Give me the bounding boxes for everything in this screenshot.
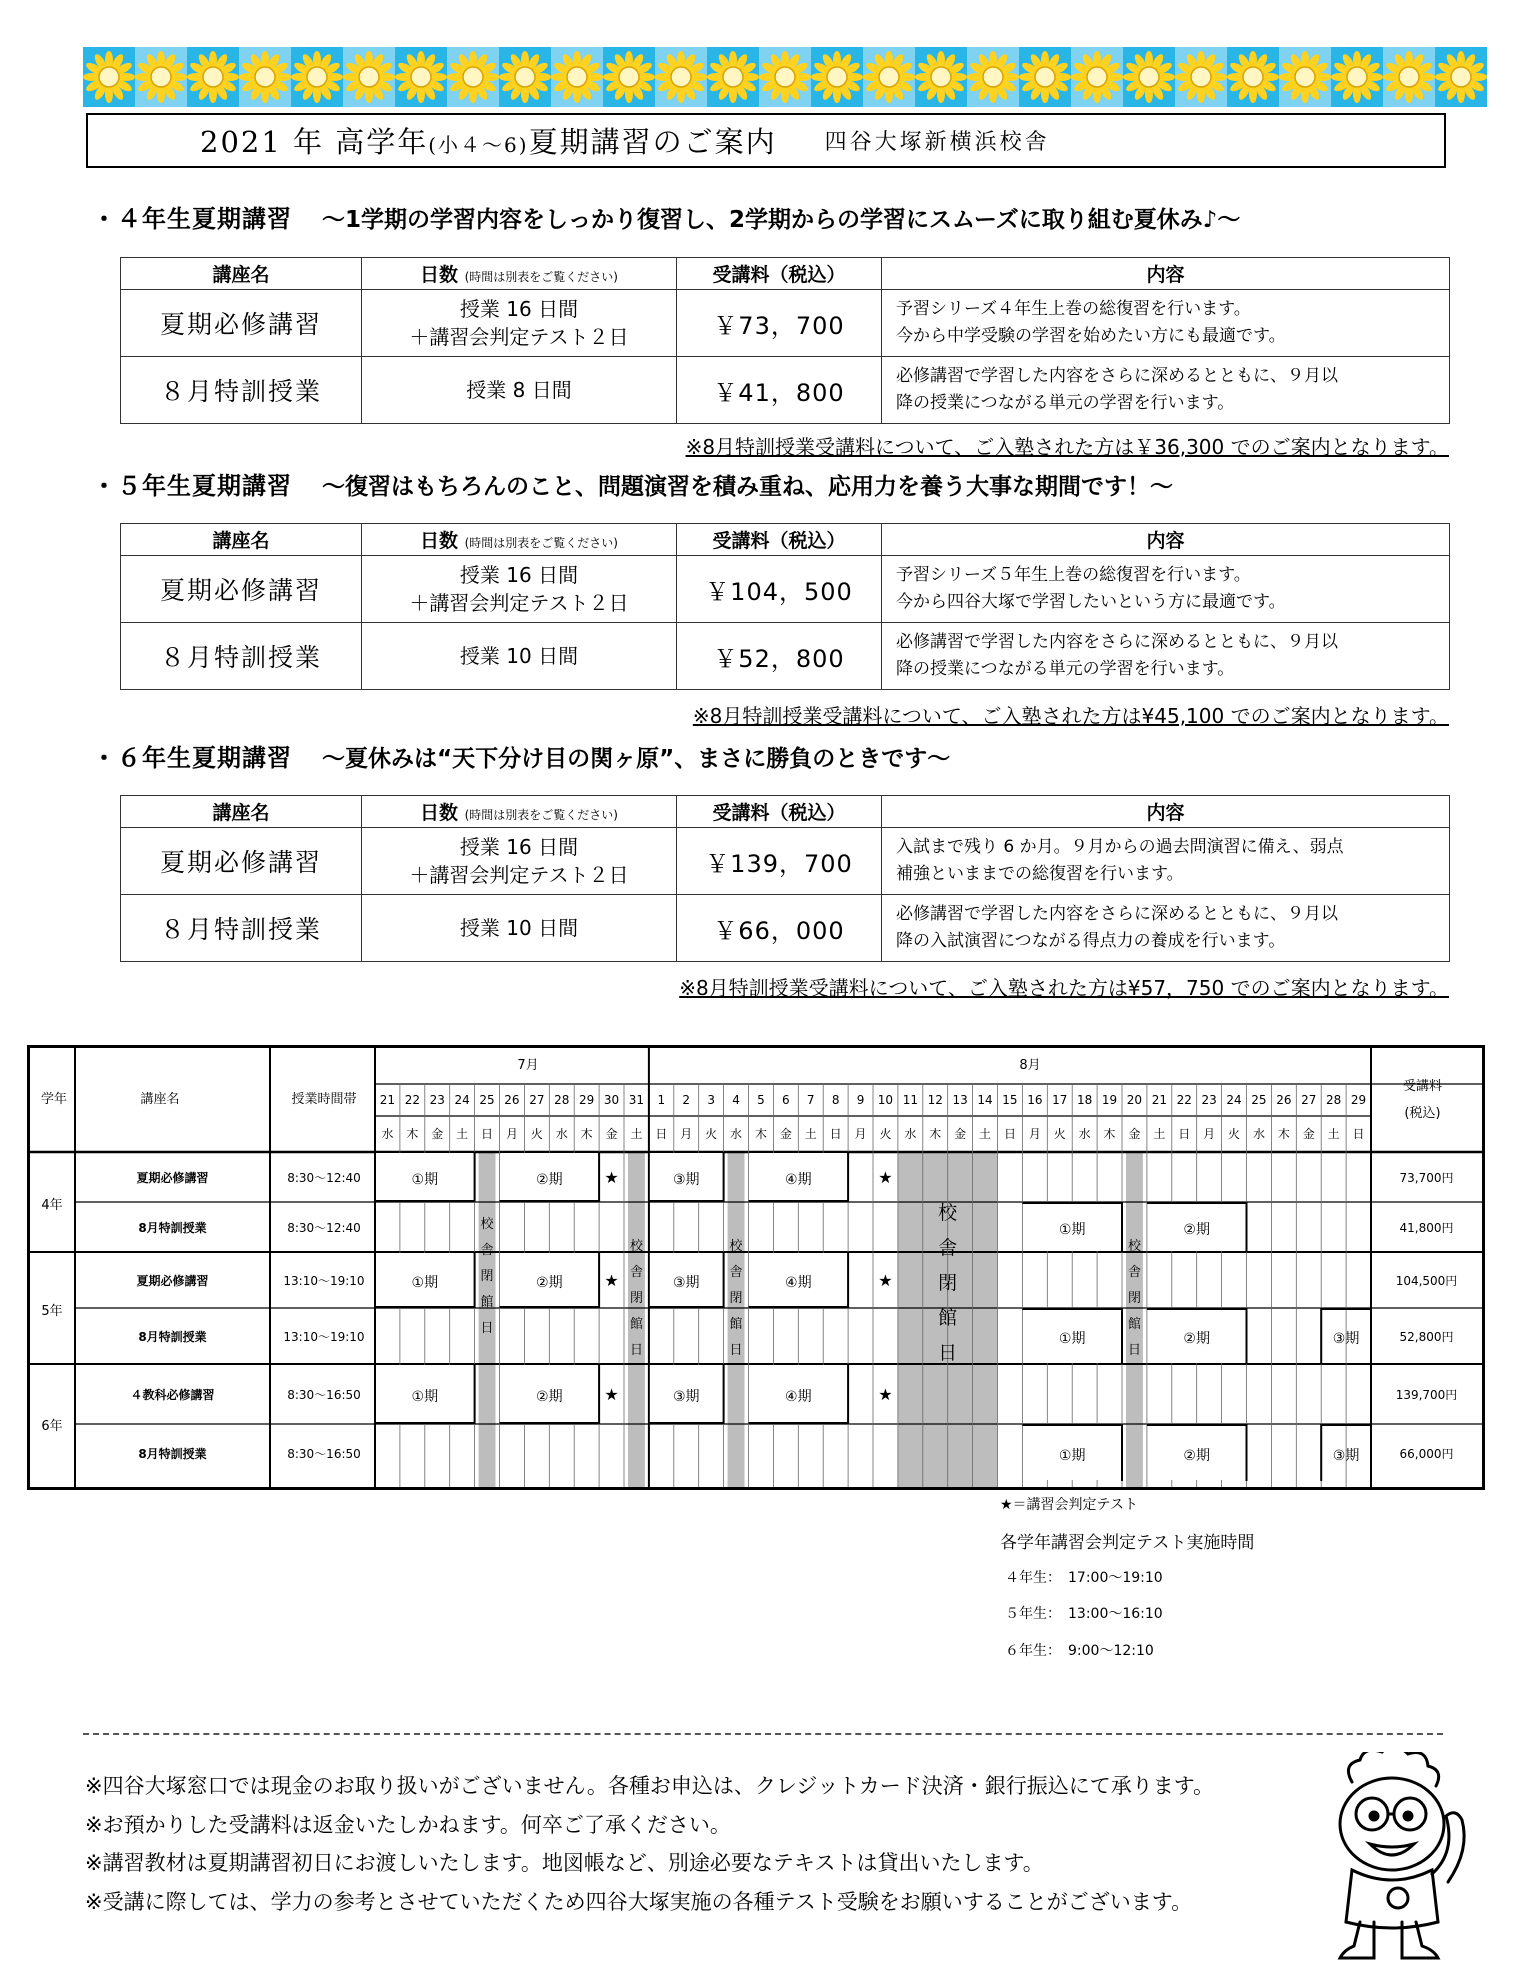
closed-day-char: 舎 <box>1127 1265 1141 1280</box>
row-course-name: 夏期必修講習 <box>136 1274 209 1288</box>
row-fee: 139,700円 <box>1395 1388 1458 1402</box>
sun-icon <box>1331 47 1383 107</box>
closed-day-char: 校 <box>480 1217 494 1232</box>
star-legend: ★＝講習会判定テスト <box>1000 1497 1138 1513</box>
test-times-title: 各学年講習会判定テスト実施時間 <box>1000 1533 1255 1553</box>
sun-icon <box>759 47 811 107</box>
header-content: 内容 <box>882 796 1450 828</box>
date-cell: 29 <box>578 1093 595 1107</box>
sun-icon <box>915 47 967 107</box>
sun-icon <box>603 47 655 107</box>
row-time: 8:30～16:50 <box>287 1388 361 1402</box>
term-label: ②期 <box>536 1275 563 1291</box>
sun-icon <box>655 47 707 107</box>
term-label: ④期 <box>785 1172 812 1188</box>
course-fee: ￥52，800 <box>677 623 882 690</box>
closed-day-char: 館 <box>480 1295 494 1310</box>
date-cell: 16 <box>1027 1093 1043 1107</box>
sun-icon <box>83 47 135 107</box>
term-label: ③期 <box>1332 1331 1360 1347</box>
row-course-name: ４教科必修講習 <box>130 1388 215 1402</box>
sun-icon <box>135 47 187 107</box>
month-july: 7月 <box>517 1058 539 1073</box>
date-cell: 23 <box>1201 1093 1217 1107</box>
weekday-cell: 日 <box>655 1127 668 1141</box>
row-course-name: 夏期必修講習 <box>136 1171 209 1185</box>
sun-icon <box>551 47 603 107</box>
date-cell: 26 <box>504 1093 520 1107</box>
judge-test-star: ★ <box>878 1168 893 1187</box>
weekday-cell: 金 <box>1128 1127 1141 1141</box>
term-label: ②期 <box>1183 1222 1210 1238</box>
course-name: ８月特訓授業 <box>121 357 362 424</box>
course-name: ８月特訓授業 <box>121 895 362 962</box>
term-label: ②期 <box>536 1389 563 1405</box>
weekday-cell: 土 <box>804 1127 817 1141</box>
closed-day-char: 館 <box>629 1317 643 1332</box>
weekday-cell: 木 <box>929 1127 942 1141</box>
course-table <box>120 795 1450 962</box>
header-fee: 受講料（税込） <box>677 796 882 828</box>
weekday-cell: 水 <box>730 1127 743 1141</box>
date-cell: 31 <box>628 1093 645 1107</box>
judge-test-star: ★ <box>878 1385 893 1404</box>
page-title: 2021 年 高学年(小４～6)夏期講習のご案内 <box>200 125 777 159</box>
grade-label: 5年 <box>41 1304 63 1319</box>
header-fee-tax: (税込) <box>1404 1106 1441 1121</box>
weekday-cell: 金 <box>605 1127 618 1141</box>
course-content: 必修講習で学習した内容をさらに深めるとともに、９月以 降の授業につながる単元の学習を行います。 <box>882 357 1450 424</box>
closed-day-char: 舎 <box>480 1243 494 1258</box>
row-course-name: 8月特訓授業 <box>138 1330 207 1344</box>
header-days: 日数 (時間は別表をご覧ください) <box>362 524 677 556</box>
header-content: 内容 <box>882 258 1450 290</box>
course-days: 授業 16 日間 ＋講習会判定テスト２日 <box>362 556 677 623</box>
closed-day-char: 閉 <box>629 1291 643 1306</box>
date-cell: 1 <box>657 1093 666 1107</box>
date-cell: 22 <box>1176 1093 1192 1107</box>
header-grade: 学年 <box>40 1092 67 1107</box>
row-fee: 41,800円 <box>1399 1221 1454 1235</box>
closed-day-char: 館 <box>938 1307 958 1329</box>
closed-day-char: 舎 <box>938 1237 958 1259</box>
row-time: 8:30～12:40 <box>287 1221 361 1235</box>
sun-icon <box>239 47 291 107</box>
header-fee: 受講料 <box>1402 1079 1442 1094</box>
course-days: 授業 16 日間 ＋講習会判定テスト２日 <box>362 828 677 895</box>
weekday-cell: 火 <box>705 1127 718 1141</box>
weekday-cell: 月 <box>1028 1127 1041 1141</box>
weekday-cell: 土 <box>1153 1127 1166 1141</box>
header-time: 授業時間帯 <box>291 1092 357 1107</box>
header-days: 日数 (時間は別表をご覧ください) <box>362 258 677 290</box>
course-content: 入試まで残り 6 か月。９月からの過去問演習に備え、弱点 補強といままでの総復習を行います。 <box>882 828 1450 895</box>
header-name: 講座名 <box>121 258 362 290</box>
weekday-cell: 日 <box>1352 1127 1365 1141</box>
date-cell: 22 <box>404 1093 420 1107</box>
judge-test-star: ★ <box>604 1271 619 1290</box>
date-cell: 30 <box>603 1093 620 1107</box>
term-label: ①期 <box>411 1172 439 1188</box>
weekday-cell: 月 <box>680 1127 693 1141</box>
weekday-cell: 水 <box>904 1127 917 1141</box>
judge-test-star: ★ <box>604 1385 619 1404</box>
row-time: 13:10～19:10 <box>283 1274 365 1288</box>
row-time: 8:30～16:50 <box>287 1446 361 1461</box>
weekday-cell: 日 <box>481 1127 494 1141</box>
closed-day-char: 校 <box>1127 1239 1141 1254</box>
weekday-cell: 金 <box>954 1127 967 1141</box>
date-cell: 12 <box>927 1093 943 1107</box>
sun-icon <box>863 47 915 107</box>
closed-day-char: 校 <box>629 1239 643 1254</box>
schedule-table <box>27 1045 1485 1490</box>
term-label: ③期 <box>672 1172 700 1188</box>
weekday-cell: 火 <box>1053 1127 1066 1141</box>
weekday-cell: 木 <box>754 1127 767 1141</box>
discount-note: ※8月特訓授業受講料について、ご入塾された方は¥57，750 でのご案内となります。 <box>679 976 1449 1000</box>
closed-day-char: 舎 <box>729 1265 743 1280</box>
weekday-cell: 木 <box>406 1127 419 1141</box>
date-cell: 20 <box>1126 1093 1143 1107</box>
date-cell: 5 <box>757 1093 765 1107</box>
term-label: ③期 <box>672 1275 700 1291</box>
weekday-cell: 月 <box>505 1127 518 1141</box>
course-content: 必修講習で学習した内容をさらに深めるとともに、９月以 降の入試演習につながる得点力の養成を行います。 <box>882 895 1450 962</box>
footer-note-3: ※講習教材は夏期講習初日にお渡しいたします。地図帳など、別途必要なテキストは貸出いたします。 <box>85 1851 1044 1875</box>
course-fee: ￥66，000 <box>677 895 882 962</box>
date-cell: 15 <box>1002 1093 1018 1107</box>
date-cell: 27 <box>1301 1093 1317 1107</box>
sun-icon <box>395 47 447 107</box>
judge-test-star: ★ <box>604 1168 619 1187</box>
term-label: ①期 <box>411 1275 439 1291</box>
course-fee: ￥104，500 <box>677 556 882 623</box>
header-fee: 受講料（税込） <box>677 258 882 290</box>
course-content: 予習シリーズ４年生上巻の総復習を行います。 今から中学受験の学習を始めたい方にも最適です。 <box>882 290 1450 357</box>
course-content: 予習シリーズ５年生上巻の総復習を行います。 今から四谷大塚で学習したいという方に最適です。 <box>882 556 1450 623</box>
closed-day-char: 舎 <box>629 1265 643 1280</box>
section-heading: ・５年生夏期講習 ～復習はもちろんのこと、問題演習を積み重ね、応用力を養う大事な期間です！～ <box>92 472 1173 500</box>
weekday-cell: 火 <box>879 1127 892 1141</box>
term-label: ④期 <box>785 1389 812 1405</box>
header-days: 日数 (時間は別表をご覧ください) <box>362 796 677 828</box>
weekday-cell: 日 <box>829 1127 842 1141</box>
course-content: 必修講習で学習した内容をさらに深めるとともに、９月以 降の授業につながる単元の学習を行います。 <box>882 623 1450 690</box>
sun-icon <box>1279 47 1331 107</box>
weekday-cell: 金 <box>431 1127 444 1141</box>
discount-note: ※8月特訓授業受講料について、ご入塾された方は￥36,300 でのご案内となります。 <box>685 435 1449 459</box>
weekday-cell: 土 <box>630 1127 643 1141</box>
term-label: ④期 <box>785 1275 812 1291</box>
course-days: 授業 10 日間 <box>362 895 677 962</box>
course-name: 夏期必修講習 <box>121 290 362 357</box>
date-cell: 25 <box>479 1093 495 1107</box>
schedule-grid <box>30 1048 1482 1487</box>
weekday-cell: 土 <box>456 1127 469 1141</box>
grade-label: 6年 <box>41 1418 63 1434</box>
weekday-cell: 日 <box>1178 1127 1191 1141</box>
sun-icon <box>1383 47 1435 107</box>
closed-day-char: 閉 <box>1127 1291 1141 1306</box>
closed-day-char: 日 <box>1127 1343 1141 1358</box>
course-fee: ￥73，700 <box>677 290 882 357</box>
date-cell: 24 <box>454 1093 470 1107</box>
weekday-cell: 水 <box>381 1127 394 1141</box>
date-cell: 29 <box>1350 1093 1367 1107</box>
sun-banner <box>83 47 1445 107</box>
term-label: ①期 <box>1058 1447 1086 1464</box>
date-cell: 21 <box>1151 1093 1167 1107</box>
date-cell: 28 <box>554 1093 570 1107</box>
date-cell: 17 <box>1052 1093 1068 1107</box>
closed-day-char: 日 <box>938 1342 958 1364</box>
weekday-cell: 木 <box>580 1127 593 1141</box>
closed-day-char: 館 <box>1127 1317 1141 1332</box>
row-time: 8:30～12:40 <box>287 1171 361 1185</box>
term-label: ③期 <box>1332 1447 1360 1464</box>
course-days: 授業 8 日間 <box>362 357 677 424</box>
weekday-cell: 月 <box>1203 1127 1216 1141</box>
course-name: 夏期必修講習 <box>121 828 362 895</box>
weekday-cell: 土 <box>1327 1127 1340 1141</box>
discount-note: ※8月特訓授業受講料について、ご入塾された方は¥45,100 でのご案内となります。 <box>692 704 1449 728</box>
date-cell: 13 <box>952 1093 968 1107</box>
term-label: ①期 <box>1058 1222 1086 1238</box>
sun-icon <box>1435 47 1487 107</box>
weekday-cell: 金 <box>1302 1127 1315 1141</box>
sun-icon <box>707 47 759 107</box>
row-time: 13:10～19:10 <box>283 1330 365 1344</box>
date-cell: 9 <box>856 1093 865 1107</box>
section-heading: ・４年生夏期講習 ～1学期の学習内容をしっかり復習し、2学期からの学習にスムーズに取り組む夏休み♪～ <box>92 205 1241 233</box>
sun-icon <box>499 47 551 107</box>
term-label: ①期 <box>1058 1331 1086 1347</box>
header-fee: 受講料（税込） <box>677 524 882 556</box>
header-content: 内容 <box>882 524 1450 556</box>
date-cell: 11 <box>902 1093 918 1107</box>
header-course: 講座名 <box>140 1092 180 1107</box>
mascot-illustration <box>1312 1752 1488 1962</box>
date-cell: 25 <box>1251 1093 1267 1107</box>
test-time-grade6: ６年生： 9:00～12:10 <box>1005 1643 1154 1659</box>
sun-icon <box>343 47 395 107</box>
date-cell: 6 <box>782 1093 790 1107</box>
footer-note-2: ※お預かりした受講料は返金いたしかねます。何卒ご了承ください。 <box>85 1813 731 1837</box>
date-cell: 23 <box>429 1093 445 1107</box>
term-label: ②期 <box>536 1172 563 1188</box>
course-table <box>120 257 1450 424</box>
date-cell: 18 <box>1076 1093 1093 1107</box>
month-august: 8月 <box>1019 1058 1041 1073</box>
weekday-cell: 土 <box>979 1127 992 1141</box>
test-time-grade4: ４年生： 17:00～19:10 <box>1005 1570 1163 1586</box>
header-name: 講座名 <box>121 796 362 828</box>
closed-day-char: 閉 <box>938 1272 958 1294</box>
course-fee: ￥139，700 <box>677 828 882 895</box>
row-fee: 66,000円 <box>1399 1446 1454 1461</box>
date-cell: 4 <box>732 1093 740 1107</box>
date-cell: 24 <box>1226 1093 1242 1107</box>
divider <box>83 1733 1443 1735</box>
date-cell: 7 <box>806 1093 815 1107</box>
closed-day-char: 閉 <box>480 1269 494 1284</box>
weekday-cell: 水 <box>1078 1127 1091 1141</box>
section-heading: ・６年生夏期講習 ～夏休みは“天下分け目の関ヶ原”、まさに勝負のときです～ <box>92 744 951 772</box>
sun-icon <box>1071 47 1123 107</box>
closed-day-char: 校 <box>938 1202 958 1224</box>
course-days: 授業 10 日間 <box>362 623 677 690</box>
weekday-cell: 金 <box>779 1127 792 1141</box>
date-cell: 3 <box>707 1093 715 1107</box>
weekday-cell: 水 <box>555 1127 568 1141</box>
sun-icon <box>291 47 343 107</box>
test-time-grade5: ５年生： 13:00～16:10 <box>1005 1606 1163 1622</box>
weekday-cell: 日 <box>1003 1127 1016 1141</box>
sun-icon <box>1175 47 1227 107</box>
sun-icon <box>447 47 499 107</box>
weekday-cell: 月 <box>854 1127 867 1141</box>
course-name: 夏期必修講習 <box>121 556 362 623</box>
date-cell: 19 <box>1101 1093 1118 1107</box>
date-cell: 27 <box>529 1093 545 1107</box>
row-fee: 104,500円 <box>1395 1274 1458 1288</box>
weekday-cell: 木 <box>1103 1127 1116 1141</box>
row-course-name: 8月特訓授業 <box>138 1221 207 1235</box>
title-box <box>86 113 1446 168</box>
sun-icon <box>187 47 239 107</box>
term-label: ①期 <box>411 1389 439 1405</box>
date-cell: 2 <box>682 1093 691 1107</box>
closed-day-char: 館 <box>729 1317 743 1332</box>
row-course-name: 8月特訓授業 <box>138 1446 207 1461</box>
row-fee: 52,800円 <box>1399 1330 1454 1344</box>
footer-note-4: ※受講に際しては、学力の参考とさせていただくため四谷大塚実施の各種テスト受験をお願いすることがございます。 <box>85 1890 1193 1914</box>
row-fee: 73,700円 <box>1399 1171 1454 1185</box>
closed-day-char: 校 <box>729 1239 743 1254</box>
judge-test-star: ★ <box>878 1271 893 1290</box>
course-days: 授業 16 日間 ＋講習会判定テスト２日 <box>362 290 677 357</box>
weekday-cell: 木 <box>1277 1127 1290 1141</box>
course-fee: ￥41，800 <box>677 357 882 424</box>
date-cell: 28 <box>1325 1093 1342 1107</box>
date-cell: 26 <box>1276 1093 1292 1107</box>
date-cell: 8 <box>831 1093 840 1107</box>
term-label: ②期 <box>1183 1331 1210 1347</box>
date-cell: 14 <box>977 1093 993 1107</box>
sun-icon <box>1123 47 1175 107</box>
weekday-cell: 火 <box>530 1127 543 1141</box>
weekday-cell: 水 <box>1252 1127 1265 1141</box>
sun-icon <box>811 47 863 107</box>
date-cell: 10 <box>877 1093 894 1107</box>
weekday-cell: 火 <box>1228 1127 1241 1141</box>
term-label: ②期 <box>1183 1447 1210 1464</box>
term-label: ③期 <box>672 1389 700 1405</box>
sun-icon <box>967 47 1019 107</box>
header-name: 講座名 <box>121 524 362 556</box>
sun-icon <box>1019 47 1071 107</box>
date-cell: 21 <box>379 1093 396 1107</box>
course-table <box>120 523 1450 690</box>
sun-icon <box>1227 47 1279 107</box>
closed-day-char: 日 <box>729 1343 743 1358</box>
grade-label: 4年 <box>41 1198 63 1213</box>
closed-day-char: 日 <box>629 1343 643 1358</box>
closed-day-char: 日 <box>480 1321 494 1336</box>
footer-note-1: ※四谷大塚窓口では現金のお取り扱いがございません。各種お申込は、クレジットカード決済・銀行振込にて承ります。 <box>85 1774 1215 1798</box>
school-name: 四谷大塚新横浜校舎 <box>824 130 1050 155</box>
course-name: ８月特訓授業 <box>121 623 362 690</box>
closed-day-char: 閉 <box>729 1291 743 1306</box>
